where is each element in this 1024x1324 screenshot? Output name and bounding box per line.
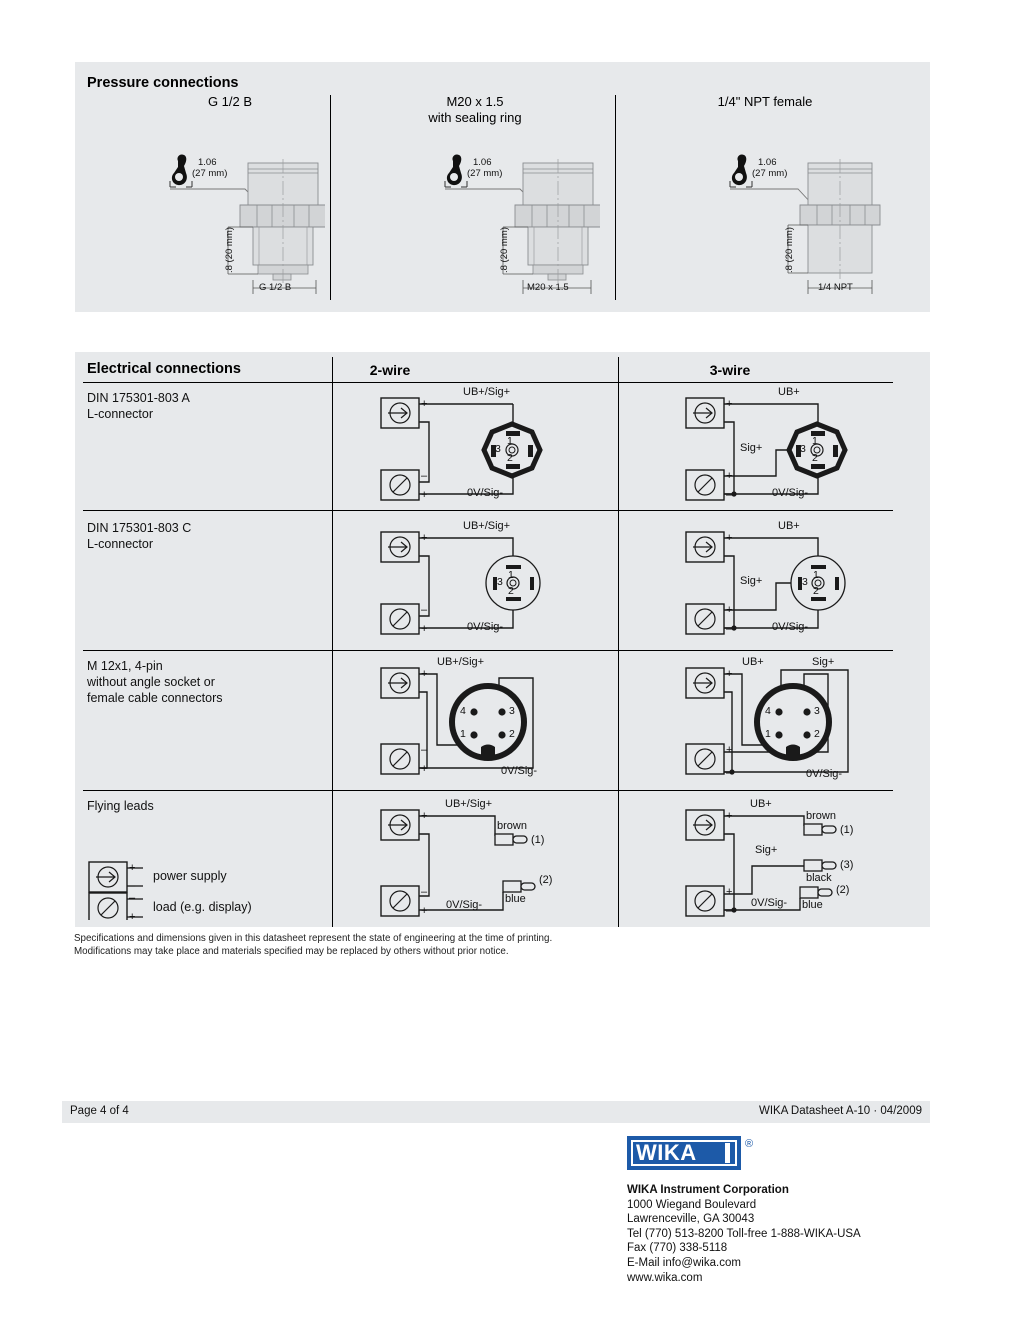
column-header-3-wire: 3-wire (709, 362, 751, 378)
pin-din-c-2wire-1: 1 (508, 569, 514, 581)
pin-m12-2wire-3: 3 (509, 705, 515, 717)
pressure-connections-panel (75, 62, 930, 312)
footnote-line-2: Modifications may take place and materials specified may be replaced by others without prior notice. (74, 945, 509, 957)
label-flying-2wire-top: UB+/Sig+ (445, 798, 493, 810)
pressure-2-thread-label: M20 x 1.5 (527, 282, 569, 293)
pressure-2-length-dim: .8 (20 mm) (499, 227, 510, 273)
electrical-row-rule-3 (83, 790, 893, 791)
pressure-col-1-heading: G 1/2 B (207, 94, 253, 109)
pin-din-a-2wire-1: 1 (507, 435, 513, 447)
lead-number-flying-2wire-2: (2) (539, 874, 553, 886)
pressure-3-wrench-dim-in: 1.06 (758, 157, 777, 168)
legend-label-load: load (e.g. display) (153, 900, 252, 914)
legend-label-power-supply: power supply (153, 869, 227, 883)
pin-din-c-2wire-3: 3 (497, 576, 503, 588)
electrical-header-rule (83, 382, 893, 383)
lead-color-flying-3wire-blue: blue (802, 899, 823, 911)
label-din-a-3wire-top: UB+ (778, 386, 800, 398)
logo-wordmark: WIKA (636, 1140, 697, 1165)
pin-m12-3wire-3: 3 (814, 705, 820, 717)
lead-color-flying-2wire-brown: brown (497, 820, 527, 832)
label-din-c-2wire-bottom: 0V/Sig- (467, 621, 504, 633)
lead-number-flying-3wire-2: (2) (836, 884, 850, 896)
lead-plug-icon (495, 834, 527, 845)
pressure-3-length-dim: .8 (20 mm) (784, 227, 795, 273)
row-label-din-c-line2: L-connector (87, 537, 154, 551)
pressure-drawing-g12b (120, 147, 325, 302)
label-din-c-2wire-top: UB+/Sig+ (463, 520, 511, 532)
logo-bar (725, 1143, 730, 1163)
lead-plug-icon (800, 887, 832, 898)
electrical-row-rule-1 (83, 510, 893, 511)
lead-color-flying-2wire-blue: blue (505, 893, 526, 905)
diagram-din-c-2wire: UB+/Sig+ 0V/Sig- + – – + 1 2 3 (375, 518, 595, 643)
label-din-a-2wire-bottom: 0V/Sig- (467, 487, 504, 499)
lead-plug-icon (503, 881, 535, 892)
lead-color-flying-3wire-brown: brown (806, 810, 836, 822)
label-din-c-3wire-bottom: 0V/Sig- (772, 621, 809, 633)
pressure-divider-1 (330, 95, 331, 300)
diagram-din-c-3wire: UB+ Sig+ 0V/Sig- + – + – 1 2 3 (680, 518, 900, 643)
diagram-flying-leads-3wire: UB+ Sig+ 0V/Sig- + – + – brown (1) (3) black (2) blue (680, 796, 905, 924)
label-flying-3wire-bottom: 0V/Sig- (751, 897, 788, 909)
row-label-m12-line2: without angle socket or (87, 675, 215, 689)
electrical-row-rule-2 (83, 650, 893, 651)
wrench-icon (172, 154, 187, 185)
company-website: www.wika.com (627, 1271, 703, 1284)
label-din-a-3wire-mid: Sig+ (740, 442, 763, 454)
pressure-col-2-heading-line2: with sealing ring (428, 110, 522, 125)
company-street: 1000 Wiegand Boulevard (627, 1198, 757, 1211)
pressure-divider-2 (615, 95, 616, 300)
pin-m12-3wire-2: 2 (814, 728, 820, 740)
pin-m12-3wire-1: 1 (765, 728, 771, 740)
pressure-col-2-heading-line1: M20 x 1.5 (446, 94, 504, 109)
row-label-din-a-line2: L-connector (87, 407, 154, 421)
pin-din-a-3wire-2: 2 (812, 452, 818, 464)
wrench-icon (732, 154, 747, 185)
lead-plug-icon (804, 824, 836, 835)
registered-trademark-icon: ® (745, 1138, 754, 1150)
pin-din-a-3wire-3: 3 (800, 443, 806, 455)
pin-din-a-2wire-3: 3 (495, 443, 501, 455)
pressure-3-thread-label: 1/4 NPT (818, 282, 853, 293)
label-flying-3wire-mid: Sig+ (755, 844, 778, 856)
company-telephone: Tel (770) 513-8200 Toll-free 1-888-WIKA-USA (627, 1227, 861, 1240)
footnote (74, 933, 552, 958)
electrical-connections-panel (75, 352, 930, 927)
lead-color-flying-3wire-black: black (806, 872, 832, 884)
electrical-divider-1 (332, 357, 333, 927)
label-din-c-3wire-mid: Sig+ (740, 575, 763, 587)
label-din-a-3wire-bottom: 0V/Sig- (772, 487, 809, 499)
row-label-flying-leads: Flying leads (87, 799, 154, 813)
pin-m12-2wire-2: 2 (509, 728, 515, 740)
footnote-line-1: Specifications and dimensions given in this datasheet represent the state of engineering at the time of printing. (74, 933, 553, 944)
row-label-din-c-line1: DIN 175301-803 C (87, 521, 192, 535)
legend-symbols: + – – + power supply load (e.g. display) (87, 860, 327, 920)
row-label-m12-line1: M 12x1, 4-pin (87, 659, 163, 673)
label-m12-2wire-top: UB+/Sig+ (437, 656, 485, 668)
label-m12-3wire-mid: Sig+ (812, 656, 835, 668)
company-city: Lawrenceville, GA 30043 (627, 1213, 755, 1226)
pressure-2-wrench-dim-in: 1.06 (473, 157, 492, 168)
label-m12-3wire-top: UB+ (742, 656, 764, 668)
wika-logo (627, 1136, 754, 1170)
pressure-drawing-npt (680, 147, 885, 302)
pin-din-c-3wire-3: 3 (802, 576, 808, 588)
pressure-2-wrench-dim-mm: (27 mm) (467, 168, 503, 179)
column-header-2-wire: 2-wire (369, 362, 411, 378)
pin-din-c-3wire-2: 2 (813, 585, 819, 597)
pin-din-a-2wire-2: 2 (507, 452, 513, 464)
pressure-connections-title: Pressure connections (87, 75, 239, 91)
electrical-divider-2 (618, 357, 619, 927)
row-label-m12-line3: female cable connectors (87, 691, 223, 705)
pin-m12-2wire-1: 1 (460, 728, 466, 740)
datasheet-reference: WIKA Datasheet A-10 · 04/2009 (758, 1105, 922, 1117)
diagram-din-a-3wire: UB+ Sig+ 0V/Sig- + – + – 1 2 3 (680, 386, 900, 506)
diagram-m12-3wire: UB+ Sig+ 0V/Sig- + – + – 4 3 1 2 (680, 656, 900, 784)
electrical-connections-title: Electrical connections (87, 361, 241, 377)
label-din-c-3wire-top: UB+ (778, 520, 800, 532)
pressure-drawing-m20 (395, 147, 600, 302)
pin-m12-2wire-4: 4 (460, 705, 466, 717)
company-email: E-Mail info@wika.com (627, 1256, 741, 1269)
label-m12-2wire-bottom: 0V/Sig- (501, 765, 538, 777)
lead-plug-icon (804, 860, 836, 871)
lead-number-flying-3wire-1: (1) (840, 824, 854, 836)
pin-din-c-2wire-2: 2 (508, 585, 514, 597)
pin-din-c-3wire-1: 1 (813, 569, 819, 581)
pressure-1-wrench-dim-mm: (27 mm) (192, 168, 228, 179)
wrench-icon (447, 154, 462, 185)
company-address-block (627, 1183, 861, 1285)
label-flying-3wire-top: UB+ (750, 798, 772, 810)
diagram-m12-2wire: UB+/Sig+ 0V/Sig- + – – + 4 3 1 2 (375, 656, 595, 784)
label-din-a-2wire-top: UB+/Sig+ (463, 386, 511, 398)
pressure-1-length-dim: .8 (20 mm) (224, 227, 235, 273)
company-fax: Fax (770) 338-5118 (627, 1242, 728, 1255)
lead-number-flying-2wire-1: (1) (531, 834, 545, 846)
diagram-din-a-2wire: UB+/Sig+ 0V/Sig- + – – + 1 2 3 (375, 386, 595, 506)
pressure-col-3-heading: 1/4" NPT female (717, 94, 813, 109)
row-label-din-a-line1: DIN 175301-803 A (87, 391, 190, 405)
pin-m12-3wire-4: 4 (765, 705, 771, 717)
pressure-3-wrench-dim-mm: (27 mm) (752, 168, 788, 179)
pressure-1-thread-label: G 1/2 B (259, 282, 292, 293)
page-number: Page 4 of 4 (70, 1105, 129, 1117)
lead-number-flying-3wire-3: (3) (840, 859, 854, 871)
diagram-flying-leads-2wire: UB+/Sig+ 0V/Sig- + – – + brown (1) blue (2) (375, 796, 595, 924)
page-footer-bar (62, 1101, 930, 1123)
pin-din-a-3wire-1: 1 (812, 435, 818, 447)
label-m12-3wire-bottom: 0V/Sig- (806, 768, 843, 780)
pressure-1-wrench-dim-in: 1.06 (198, 157, 217, 168)
company-name: WIKA Instrument Corporation (627, 1184, 789, 1196)
wika-logo-mark (627, 1136, 741, 1170)
label-flying-2wire-bottom: 0V/Sig- (446, 899, 483, 911)
